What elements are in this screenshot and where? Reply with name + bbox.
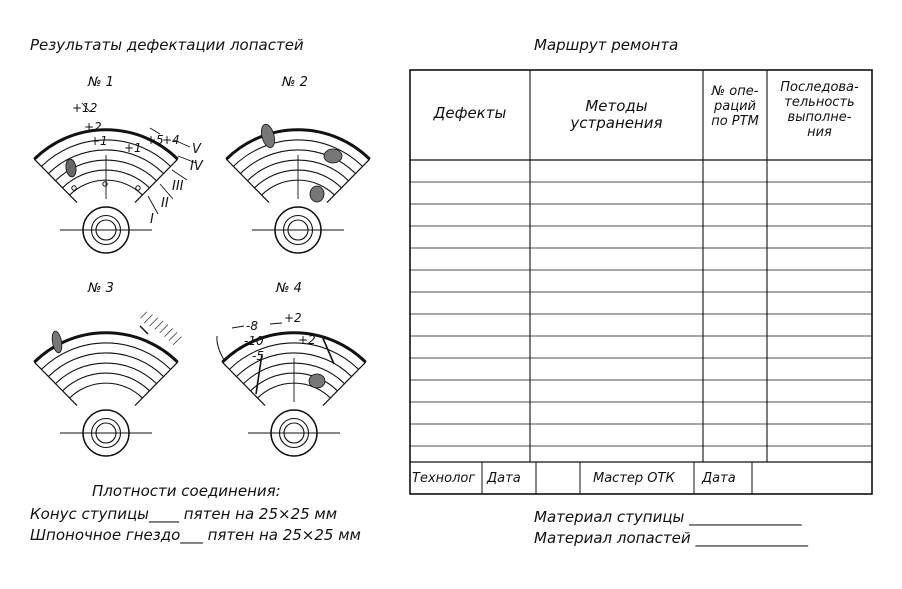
header-methods bbox=[530, 98, 703, 132]
header-defects: Дефекты bbox=[433, 104, 507, 122]
fit-key-suffix: пятен на 25×25 мм bbox=[207, 526, 361, 544]
fit-hub-label: Конус ступицы bbox=[30, 505, 149, 523]
footer-date-1: Дата bbox=[487, 471, 521, 486]
header-methods-line: Методы bbox=[585, 97, 648, 115]
material-blade-blank: _______________ bbox=[695, 529, 808, 547]
fit-hub-blank: ____ bbox=[149, 505, 179, 523]
diagram-3-label: № 3 bbox=[88, 281, 114, 296]
diagram-1-mark: +4 bbox=[162, 133, 180, 147]
diagram-1-mark: +1 bbox=[124, 141, 142, 155]
diagram-1-mark: +5 bbox=[146, 133, 164, 147]
header-sequence-line: выполне- bbox=[787, 110, 852, 125]
header-operations-line: раций bbox=[714, 99, 756, 114]
left-title: Результаты дефектации лопастей bbox=[30, 36, 304, 54]
diagram-4-mark: -8 bbox=[246, 319, 258, 333]
material-hub-blank: _______________ bbox=[689, 508, 802, 526]
header-sequence bbox=[767, 80, 872, 140]
diagram-1-mark: +1 bbox=[90, 134, 108, 148]
fit-key-blank: ___ bbox=[180, 526, 203, 544]
diagram-1-mark: +12 bbox=[72, 101, 98, 115]
header-operations bbox=[703, 84, 767, 129]
right-title: Маршрут ремонта bbox=[534, 36, 679, 54]
diagram-2-label: № 2 bbox=[282, 75, 308, 90]
header-sequence-line: ния bbox=[807, 125, 832, 140]
header-operations-line: по РТМ bbox=[711, 114, 759, 129]
diagram-1-zone: I bbox=[150, 212, 154, 227]
footer-technologist: Технолог bbox=[412, 471, 476, 486]
material-blade-label: Материал лопастей bbox=[534, 529, 691, 547]
diagram-1-zone: II bbox=[161, 196, 169, 211]
fit-key-label: Шпоночное гнездо bbox=[30, 526, 181, 544]
header-methods-line: устранения bbox=[570, 114, 663, 132]
diagram-1-zone: IV bbox=[190, 159, 203, 174]
fit-title: Плотности соединения: bbox=[92, 482, 281, 500]
footer-master-otk: Мастер ОТК bbox=[593, 471, 675, 486]
diagram-1-label: № 1 bbox=[88, 75, 114, 90]
diagram-4-mark: +2 bbox=[284, 311, 302, 325]
fit-hub-suffix: пятен на 25×25 мм bbox=[183, 505, 338, 523]
diagram-4-mark: -10 bbox=[244, 334, 264, 348]
material-blade bbox=[534, 531, 808, 546]
material-hub-label: Материал ступицы bbox=[534, 508, 685, 526]
header-sequence-line: тельность bbox=[784, 95, 855, 110]
diagram-4-mark: -5 bbox=[252, 349, 264, 363]
diagram-1-mark: +2 bbox=[84, 120, 102, 134]
diagram-4-label: № 4 bbox=[276, 281, 302, 296]
diagram-1-zone: III bbox=[172, 179, 184, 194]
header-operations-line: № опе- bbox=[711, 84, 759, 99]
material-hub bbox=[534, 510, 802, 525]
diagram-1-zone: V bbox=[192, 142, 201, 157]
footer-date-2: Дата bbox=[702, 471, 736, 486]
header-sequence-line: Последова- bbox=[780, 80, 859, 95]
diagram-4-mark: +2 bbox=[298, 333, 316, 347]
